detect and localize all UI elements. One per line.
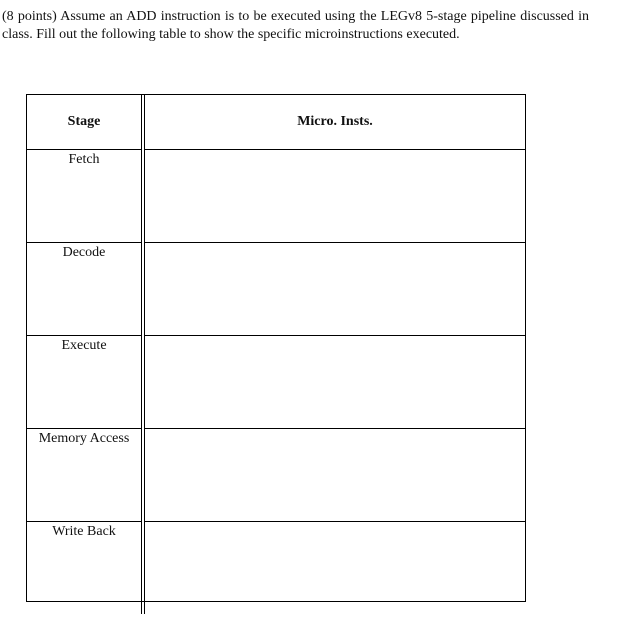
answer-table bbox=[26, 94, 526, 602]
table-row bbox=[27, 429, 525, 522]
micro-insts-cell-memory-access[interactable] bbox=[143, 429, 525, 522]
table-row bbox=[27, 243, 525, 336]
stage-column-header: Stage bbox=[27, 95, 143, 150]
stage-cell-fetch: Fetch bbox=[27, 150, 143, 243]
question-line-1: (8 points) Assume an ADD instruction is to be executed using the LEGv8 5-stage pipeline bbox=[2, 9, 516, 24]
micro-insts-cell-execute[interactable] bbox=[143, 336, 525, 429]
micro-insts-cell-write-back[interactable] bbox=[143, 522, 525, 615]
stage-cell-memory-access: Memory Access bbox=[27, 429, 143, 522]
question-line-3: executed. bbox=[406, 27, 460, 42]
question-line-2: discussed in class. Fill out the following table to show the specific microinstructions bbox=[2, 9, 590, 42]
micro-insts-column-header: Micro. Insts. bbox=[297, 114, 373, 129]
stage-cell-decode: Decode bbox=[27, 243, 143, 336]
stage-cell-execute: Execute bbox=[27, 336, 143, 429]
micro-insts-cell-fetch[interactable] bbox=[143, 150, 525, 243]
question-text bbox=[2, 8, 589, 44]
micro-insts-cell-decode[interactable] bbox=[143, 243, 525, 336]
stage-cell-write-back: Write Back bbox=[27, 522, 143, 615]
table-row bbox=[27, 522, 525, 615]
table-row bbox=[27, 150, 525, 243]
table-row bbox=[27, 336, 525, 429]
table-header-row bbox=[27, 95, 525, 150]
